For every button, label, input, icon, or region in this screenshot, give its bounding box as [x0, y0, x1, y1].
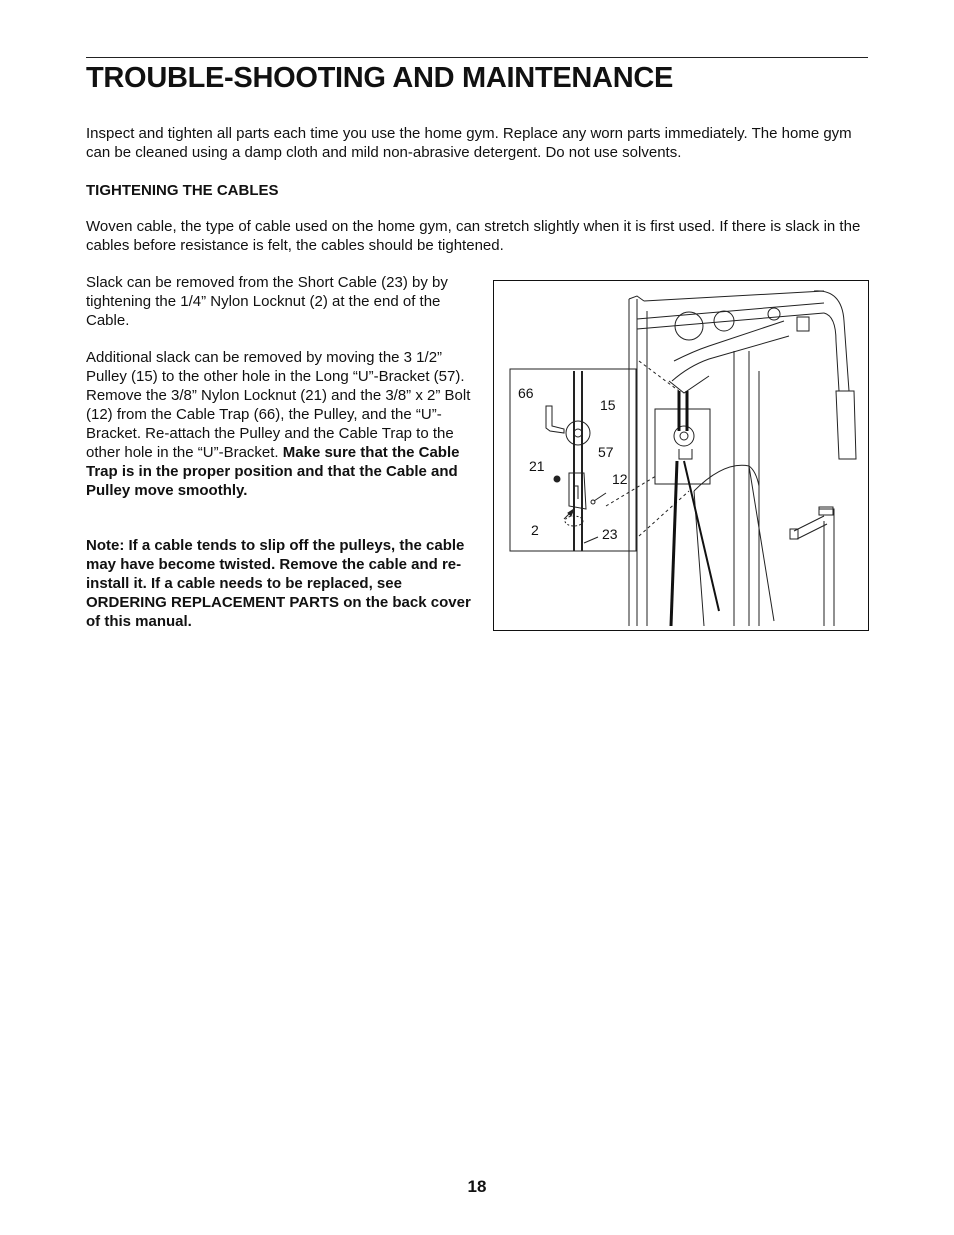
section-heading: TIGHTENING THE CABLES	[86, 182, 279, 199]
woven-cable-paragraph: Woven cable, the type of cable used on the home gym, can stretch slightly when it is first used. If there is slack in the cables before resistance is felt, the cables should be tightened.	[86, 218, 861, 254]
label-23: 23	[602, 526, 618, 542]
label-2: 2	[531, 522, 539, 538]
label-57: 57	[598, 444, 614, 460]
additional-slack-warning: Make sure that the Cable Trap is in the proper position and that the Cable and Pulley move smoothly.	[86, 444, 460, 499]
label-12: 12	[612, 471, 628, 487]
label-66: 66	[518, 385, 534, 401]
slack-paragraph: Slack can be removed from the Short Cable (23) by by tightening the 1/4” Nylon Locknut (2) at the end of the Cable.	[86, 274, 448, 329]
intro-paragraph: Inspect and tighten all parts each time you use the home gym. Replace any worn parts immediately. The home gym can be cleaned using a damp cloth and mild non-abrasive detergent. Do not use solvents.	[86, 125, 852, 161]
page-title: TROUBLE-SHOOTING AND MAINTENANCE	[86, 62, 674, 94]
note-paragraph: Note: If a cable tends to slip off the pulleys, the cable may have become twisted. Remove the cable and re-install it. If a cable needs to be replaced, see ORDERING REPLACEMENT PARTS on the back cover of this manual.	[86, 537, 471, 630]
label-15: 15	[600, 397, 616, 413]
cable-diagram-figure	[493, 280, 869, 631]
additional-slack-text: Additional slack can be removed by moving the 3 1/2” Pulley (15) to the other hole in the Long “U”-Bracket (57). Remove the 3/8” Nylon Locknut (21) and the 3/8” x 2” Bolt (12) from the Cable Trap (66), the Pulley, and the “U”-Bracket. Re-attach the Pulley and the Cable Trap to the other hole in the “U”-Bracket.	[86, 349, 471, 461]
label-21: 21	[529, 458, 545, 474]
top-rule	[86, 57, 868, 58]
cable-diagram	[494, 281, 870, 632]
additional-slack-paragraph	[86, 348, 471, 500]
page-number: 18	[467, 1177, 487, 1196]
